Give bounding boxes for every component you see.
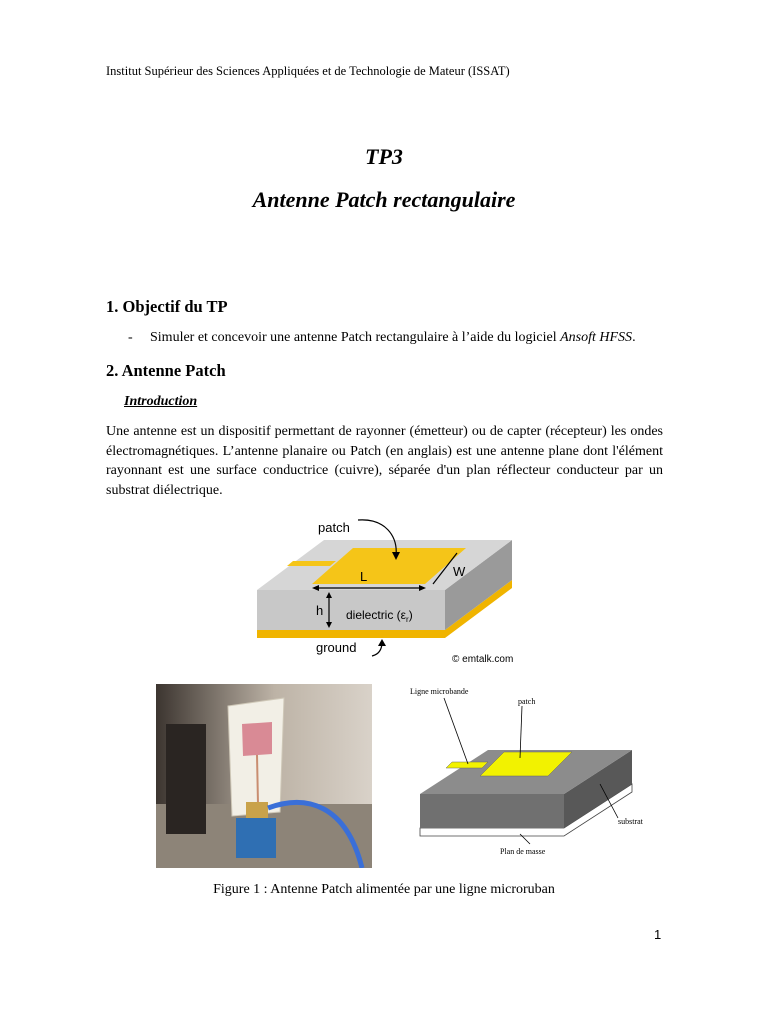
credit-emtalk: © emtalk.com: [452, 654, 514, 665]
figure-caption: Figure 1 : Antenne Patch alimentée par une ligne microruban: [213, 882, 555, 897]
section-heading-objectif: 1. Objectif du TP: [106, 297, 228, 316]
page-title: Antenne Patch rectangulaire: [252, 187, 516, 212]
label-microstrip-patch: patch: [518, 697, 536, 706]
label-W: W: [453, 564, 466, 579]
label-microstrip-line: Ligne microbande: [410, 687, 469, 696]
board-patch: [242, 722, 272, 756]
microstrip-line: [446, 762, 488, 768]
ground-pointer-head: [378, 639, 386, 646]
label-plan-de-masse: Plan de masse: [500, 847, 546, 856]
board-mount: [236, 818, 276, 858]
page-number: 1: [654, 927, 662, 942]
label-ground: ground: [316, 640, 357, 655]
board-feed: [257, 755, 258, 804]
software-name: Ansoft HFSS: [560, 330, 633, 345]
bullet-dash: -: [128, 330, 133, 345]
label-h: h: [316, 603, 324, 618]
section-heading-antenne: 2. Antenne Patch: [106, 361, 226, 380]
institution-header: Institut Supérieur des Sciences Appliquées et de Technologie de Mateur (ISSAT): [106, 64, 510, 78]
photo-microscope: [166, 724, 206, 834]
microstrip-diagram: [404, 684, 656, 868]
board-substrate: [228, 698, 284, 816]
label-substrat: substrat: [618, 817, 643, 826]
patch-antenna-diagram: [250, 508, 530, 668]
substrate-front-dark: [420, 794, 564, 828]
objective-bullet: [128, 330, 636, 346]
bullet-end: .: [632, 330, 636, 345]
bullet-text: Simuler et concevoir une antenne Patch rectangulaire à l’aide du logiciel: [150, 330, 561, 345]
label-dielectric: dielectric $(\varepsilon_r)$: [346, 608, 413, 624]
antenna-photo: [156, 684, 372, 868]
label-L: L: [360, 569, 368, 584]
tp-number: TP3: [365, 144, 403, 169]
label-patch: patch: [318, 520, 350, 535]
pointer-line: [444, 698, 468, 764]
subheading-introduction: Introduction: [124, 394, 198, 409]
intro-paragraph: Une antenne est un dispositif permettant de rayonner (émetteur) ou de capter (récepteur) les ondes électromagnétiques. L’antenne planaire ou Patch (en anglais) est une antenne plane dont l'élément rayonnant est une surface conductrice (cuivre), séparée d'un plan réflecteur conducteur par un substrat diélectrique.: [106, 424, 663, 498]
feed-line: [287, 561, 336, 566]
